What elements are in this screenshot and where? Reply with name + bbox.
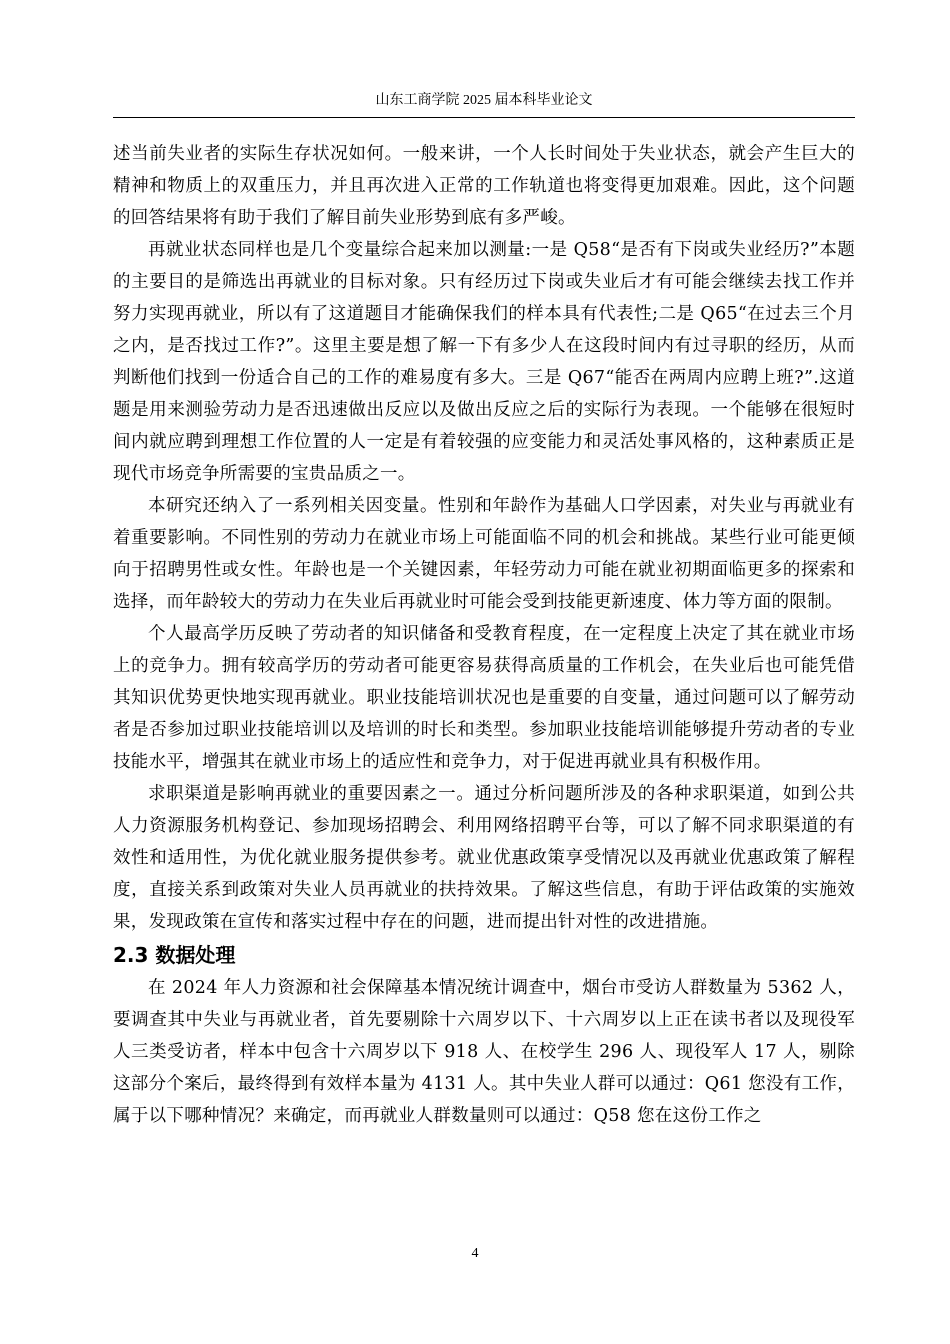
body-paragraph: 个人最高学历反映了劳动者的知识储备和受教育程度，在一定程度上决定了其在就业市场上的竞争力。拥有较高学历的劳动者可能更容易获得高质量的工作机会，在失业后也可能凭借其知识优势更快地实现再就业。职业技能培训状况也是重要的自变量，通过问题可以了解劳动者是否参加过职业技能培训以及培训的时长和类型。参加职业技能培训能够提升劳动者的专业技能水平，增强其在就业市场上的适应性和竞争力，对于促进再就业具有积极作用。 <box>113 624 855 772</box>
body-paragraph-continued: 述当前失业者的实际生存状况如何。一般来讲，一个人长时间处于失业状态，就会产生巨大的精神和物质上的双重压力，并且再次进入正常的工作轨道也将变得更加艰难。因此，这个问题的回答结果将有助于我们了解目前失业形势到底有多严峻。 <box>113 144 855 228</box>
body-paragraph: 求职渠道是影响再就业的重要因素之一。通过分析问题所涉及的各种求职渠道，如到公共人力资源服务机构登记、参加现场招聘会、利用网络招聘平台等，可以了解不同求职渠道的有效性和适用性，为优化就业服务提供参考。就业优惠政策享受情况以及再就业优惠政策了解程度，直接关系到政策对失业人员再就业的扶持效果。了解这些信息，有助于评估政策的实施效果，发现政策在宣传和落实过程中存在的问题，进而提出针对性的改进措施。 <box>113 784 855 932</box>
body-paragraph: 再就业状态同样也是几个变量综合起来加以测量:一是 Q58“是否有下岗或失业经历?”本题的主要目的是筛选出再就业的目标对象。只有经历过下岗或失业后才有可能会继续去找工作并努力实现再就业，所以有了这道题目才能确保我们的样本具有代表性;二是 Q65“在过去三个月之内，是否找过工作?”。这里主要是想了解一下有多少人在这段时间内有过寻职的经历，从而判断他们找到一份适合自己的工作的难易度有多大。三是 Q67“能否在两周内应聘上班?”.这道题是用来测验劳动力是否迅速做出反应以及做出反应之后的实际行为表现。一个能够在很短时间内就应聘到理想工作位置的人一定是有着较强的应变能力和灵活处事风格的，这种素质正是现代市场竞争所需要的宝贵品质之一。 <box>113 240 855 484</box>
page-number: 4 <box>471 1246 479 1261</box>
page-body <box>113 138 855 1132</box>
section-paragraph: 在 2024 年人力资源和社会保障基本情况统计调查中，烟台市受访人群数量为 5362 人，要调查其中失业与再就业者，首先要剔除十六周岁以下、十六周岁以上正在读书者以及现役军人三类受访者，样本中包含十六周岁以下 918 人、在校学生 296 人、现役军人 17 人，剔除这部分个案后，最终得到有效样本量为 4131 人。其中失业人群可以通过：Q61 您没有工作，属于以下哪种情况？来确定，而再就业人群数量则可以通过：Q58 您在这份工作之 <box>113 978 855 1126</box>
section-heading: 2.3 数据处理 <box>113 943 236 967</box>
body-paragraph: 本研究还纳入了一系列相关因变量。性别和年龄作为基础人口学因素，对失业与再就业有着重要影响。不同性别的劳动力在就业市场上可能面临不同的机会和挑战。某些行业可能更倾向于招聘男性或女性。年龄也是一个关键因素，年轻劳动力可能在就业初期面临更多的探索和选择，而年龄较大的劳动力在失业后再就业时可能会受到技能更新速度、体力等方面的限制。 <box>113 496 855 612</box>
header-rule <box>113 117 855 118</box>
running-header: 山东工商学院 2025 届本科毕业论文 <box>375 93 593 108</box>
